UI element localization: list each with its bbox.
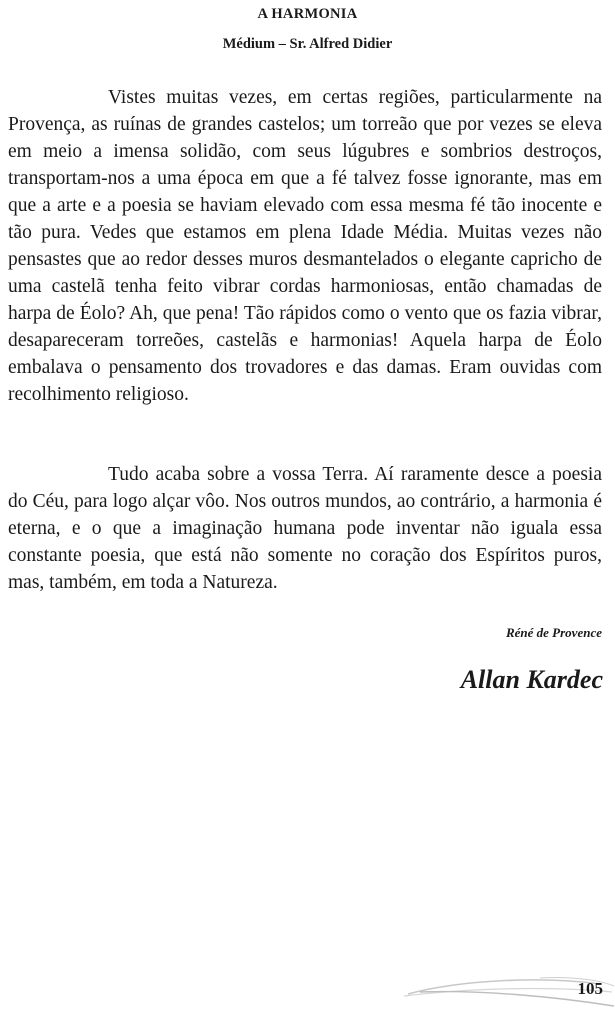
paragraph-2: Tudo acaba sobre a vossa Terra. Aí raramente desce a poesia do Céu, para logo alçar vôo. Nos outros mundos, ao contrário, a harmonia é eterna, e o que a imaginação humana pode inventar não iguala essa constante poesia, que está não somente no coração dos Espíritos puros, mas, também, em toda a Natureza.	[8, 464, 602, 593]
chapter-title: A HARMONIA	[257, 6, 358, 22]
spirit-signature: Réné de Provence	[505, 625, 602, 640]
author-name: Allan Kardec	[460, 665, 603, 694]
page-number: 105	[577, 979, 603, 998]
paragraph-1: Vistes muitas vezes, em certas regiões, particularmente na Provença, as ruínas de grandes castelos; um torreão que por vezes se eleva em meio a imensa solidão, com seus lúgubres e sombrios destroços, transportam-nos a uma época em que a fé talvez fosse ignorante, mas em que a arte e a poesia se haviam elevado com essa mesma fé tão inocente e tão pura. Vedes que estamos em plena Idade Média. Muitas vezes não pensastes que ao redor desses muros desmantelados o elegante capricho de uma castelã tenha feito vibrar cordas harmoniosas, então chamadas de harpa de Éolo? Ah, que pena! Tão rápidos como o vento que os fazia vibrar, desapareceram torreões, castelãs e harmonias! Aquela harpa de Éolo embalava o pensamento dos trovadores e das damas. Eram ouvidas com recolhimento religioso.	[8, 87, 602, 405]
medium-subtitle: Médium – Sr. Alfred Didier	[222, 36, 393, 52]
